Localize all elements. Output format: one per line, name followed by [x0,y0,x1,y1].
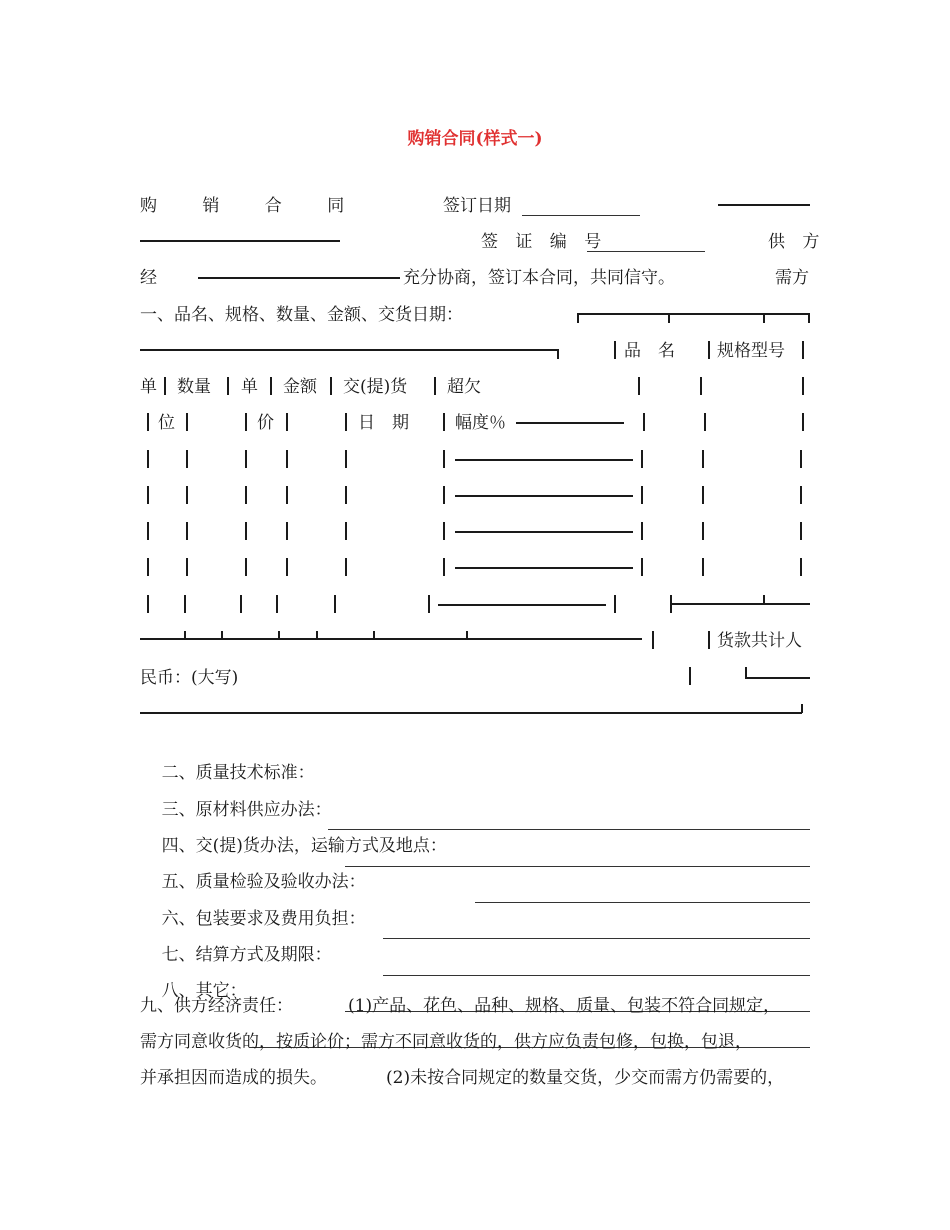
table-line [704,413,706,431]
col-unit: 单 [140,377,157,397]
dash-line [516,422,624,424]
dash-line [140,240,340,242]
table-line [164,377,166,395]
table-line [270,377,272,395]
table-line [221,631,223,639]
table-line [652,631,654,649]
table-line [638,377,640,395]
table-line [745,667,747,677]
cert-no-label: 签 证 编 号 [481,232,608,252]
table-line [316,631,318,639]
table-line [700,377,702,395]
sign-date-label: 签订日期 [443,196,511,216]
table-line [802,377,804,395]
total-label: 货款共计人 [717,631,802,651]
col-delivery-2: 日 期 [358,413,409,433]
table-line [577,313,810,315]
col-qty: 数量 [177,377,211,397]
col-amount: 金额 [283,377,317,397]
clause-3: 三、原材料供应办法： [140,777,810,865]
table-line [808,313,810,323]
table-line [802,413,804,431]
section9-label: 九、供方经济责任： [140,996,293,1016]
table-line [147,413,149,431]
table-line [286,413,288,431]
section9-line1: (1)产品、花色、品种、规格、质量、包装不符合同规定， [348,996,781,1016]
table-line [708,631,710,649]
table-line [245,413,247,431]
contract-heading: 购 销 合 同 [140,196,365,216]
table-line [140,712,802,714]
sign-date-field[interactable] [522,195,640,216]
table-line [614,341,616,359]
cert-no-field[interactable] [587,231,705,252]
table-line [802,341,804,359]
clause-5: 五、质量检验及验收办法： [140,849,810,937]
section1-label: 一、品名、规格、数量、金额、交货日期： [140,305,463,325]
table-line [140,349,558,351]
table-line [745,677,810,679]
table-line [689,667,691,685]
section9-line2: 需方同意收货的，按质论价；需方不同意收货的，供方应负责包修，包换，包退， [140,1032,752,1052]
table-line [557,349,559,359]
col-over: 超欠 [447,377,481,397]
supplier-label-cont: 经 [140,268,157,288]
dash-line [718,204,810,206]
buyer-label: 需方 [775,268,809,288]
table-line [466,631,468,639]
dash-line [198,277,400,279]
clause-2: 二、质量技术标准： [140,740,810,828]
table-line [184,631,186,639]
table-line [278,631,280,639]
col-spec: 规格型号 [717,341,785,361]
supplier-label: 供 方 [768,232,826,252]
table-line [330,377,332,395]
col-delivery: 交(提)货 [343,377,408,397]
table-line [643,413,645,431]
table-line [443,413,445,431]
agreement-text: 充分协商，签订本合同，共同信守。 [403,268,675,288]
clause-6: 六、包装要求及费用负担： [140,886,810,974]
table-line [186,413,188,431]
table-line [801,704,803,713]
col-price: 单 [241,377,258,397]
table-line [668,313,670,323]
table-line [227,377,229,395]
section9-line3b: (2)未按合同规定的数量交货，少交而需方仍需要的， [386,1068,785,1088]
document-title: 购销合同(样式一) [407,129,543,149]
col-unit-2: 位 [158,413,175,433]
table-line [345,413,347,431]
clause-8: 八、其它： [140,958,810,1046]
col-name: 品 名 [624,341,675,361]
clause-4: 四、交(提)货办法，运输方式及地点： [140,813,810,901]
total-cont: 民币：(大写) [140,668,239,688]
table-line [373,631,375,639]
table-line [577,313,579,323]
clause-7: 七、结算方式及期限： [140,922,810,1010]
table-line [140,638,642,640]
table-line [434,377,436,395]
col-price-2: 价 [257,413,274,433]
table-line [763,313,765,323]
section9-line3a: 并承担因而造成的损失。 [140,1068,327,1088]
col-over-2: 幅度％ [455,413,506,433]
table-line [708,341,710,359]
